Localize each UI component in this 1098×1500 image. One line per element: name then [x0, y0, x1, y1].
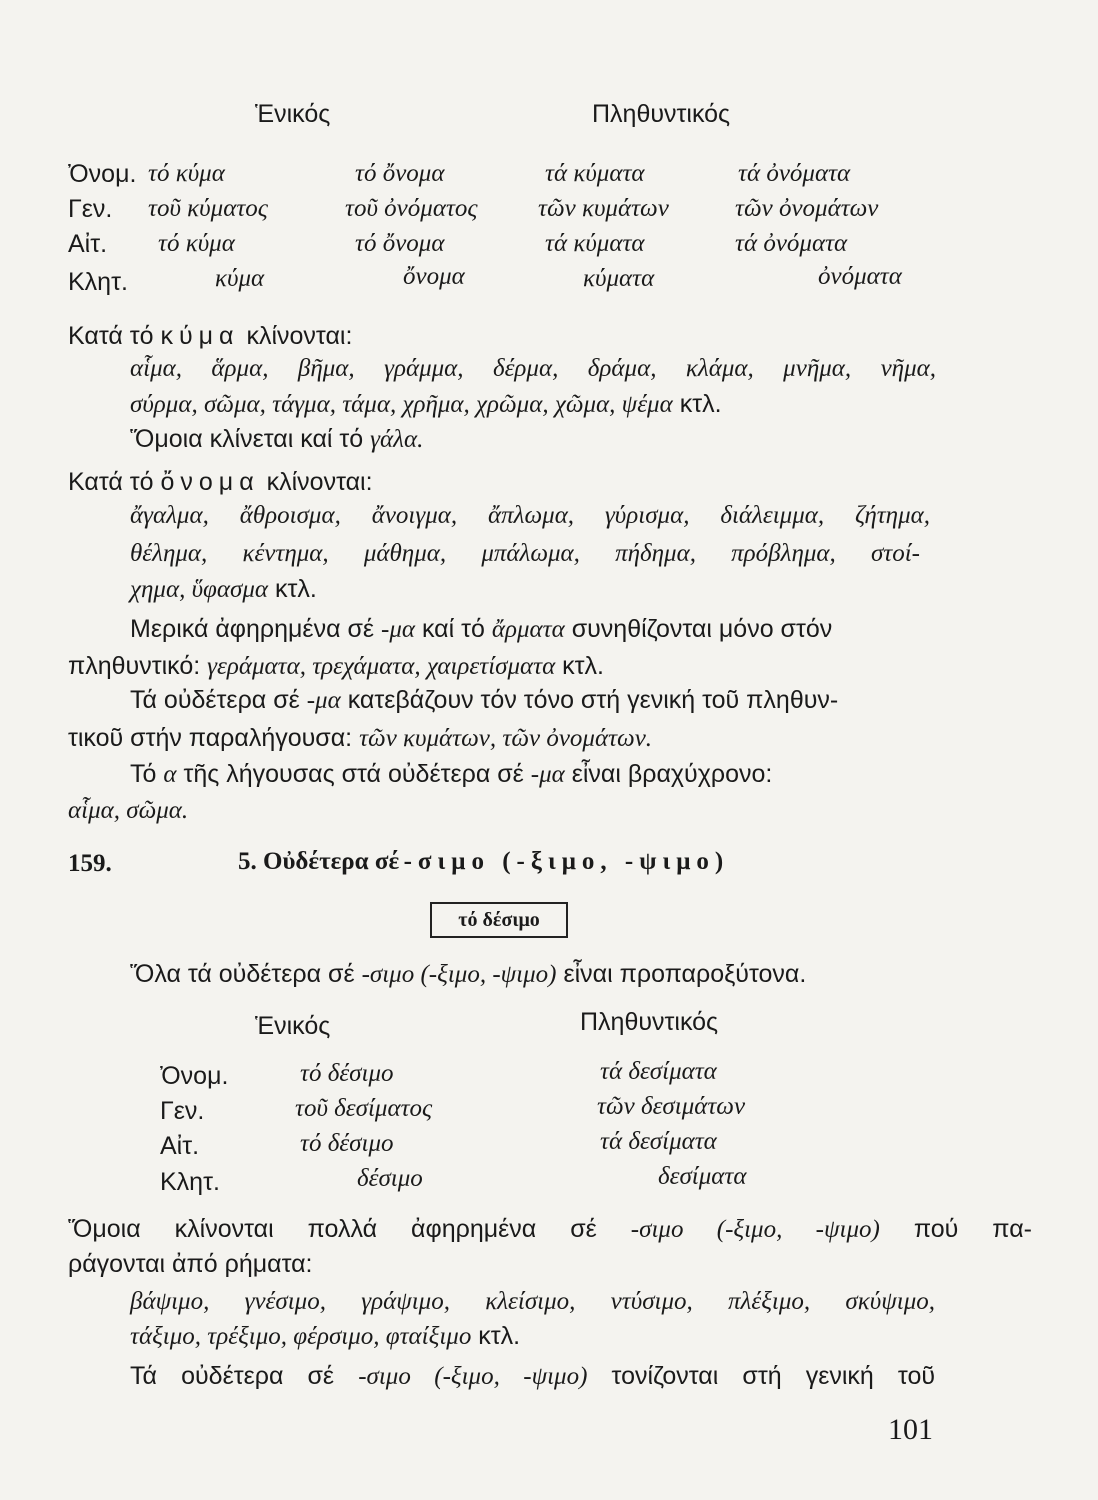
- tail-list-2: [130, 1322, 1094, 1351]
- tail-t1-b: -σιμο (-ξιμο, -ψιμο): [630, 1216, 880, 1243]
- page-number: 101: [888, 1413, 933, 1446]
- t1-nom-pl1: τά κύματα: [545, 160, 645, 187]
- t1-acc-pl2: τά ὀνόματα: [735, 230, 848, 257]
- tail-paragraph-1-line-1: [68, 1215, 1032, 1244]
- tail-list-end: κτλ.: [478, 1322, 521, 1350]
- paragraph-1-line-1: [130, 615, 940, 644]
- stmt-a: Ὅλα τά οὐδέτερα σέ: [130, 960, 355, 988]
- t2-header-singular: Ἑνικός: [255, 1012, 331, 1040]
- tail-t1-d: ράγονται ἀπό ρήματα:: [68, 1250, 313, 1278]
- p2-b: -μα: [306, 687, 341, 714]
- kyma-similar-pre: Ὅμοια κλίνεται καί τό: [130, 425, 364, 453]
- t2-nom-pl: τά δεσίματα: [600, 1058, 717, 1085]
- kyma-similar: [130, 425, 1094, 454]
- t2-acc-pl: τά δεσίματα: [600, 1128, 717, 1155]
- t2-nom-sg: τό δέσιμο: [300, 1060, 394, 1087]
- t2-header-plural: Πληθυντικός: [580, 1008, 719, 1036]
- t1-header-plural: Πληθυντικός: [592, 100, 731, 128]
- section-title: [238, 848, 729, 876]
- t1-voc-pl1: κύματα: [583, 265, 655, 292]
- t1-acc-pl1: τά κύματα: [545, 230, 645, 257]
- t2-case-gen: Γεν.: [160, 1097, 205, 1125]
- section-number: 159.: [68, 850, 112, 877]
- t2-acc-sg: τό δέσιμο: [300, 1130, 394, 1157]
- t2-case-nom: Ὀνομ.: [160, 1062, 229, 1090]
- t1-nom-sg2: τό ὄνομα: [355, 160, 445, 187]
- kyma-list-end: κτλ.: [679, 390, 722, 418]
- stmt-c: εἶναι προπαροξύτονα.: [563, 960, 807, 988]
- onoma-list-2: θέλημα, κέντημα, μάθημα, μπάλωμα, πήδημα, πρόβλημα, στοί-: [130, 540, 920, 567]
- t2-gen-pl: τῶν δεσιμάτων: [597, 1093, 746, 1120]
- p1-f: πληθυντικό:: [68, 652, 201, 680]
- onoma-list-end: κτλ.: [274, 575, 317, 603]
- t1-gen-pl1: τῶν κυμάτων: [538, 195, 669, 222]
- tail-t2-b: -σιμο (-ξιμο, -ψιμο): [358, 1363, 588, 1390]
- paragraph-1-line-2: [68, 652, 1032, 681]
- tail-t2-a: Τά οὐδέτερα σέ: [130, 1362, 335, 1390]
- p3-e: εἶναι βραχύχρονο:: [571, 760, 773, 788]
- p3-b: α: [163, 761, 177, 788]
- p3-c: τῆς λήγουσας στά οὐδέτερα σέ: [183, 760, 524, 788]
- t1-case-voc: Κλητ.: [68, 268, 128, 296]
- tail-t1-c: πού πα-: [913, 1215, 1032, 1243]
- paragraph-2-line-1: [130, 686, 1094, 715]
- onoma-word: ὄνομα: [160, 468, 260, 496]
- t1-gen-sg1: τοῦ κύματος: [148, 195, 268, 222]
- t1-acc-sg1: τό κύμα: [158, 230, 235, 257]
- onoma-intro: [68, 468, 1032, 497]
- kyma-word: κύμα: [160, 322, 240, 350]
- section-title-text: 5. Οὐδέτερα σέ: [238, 848, 400, 875]
- p1-g: γεράματα, τρεχάματα, χαιρετίσματα: [207, 653, 556, 680]
- t1-case-gen: Γεν.: [68, 195, 113, 223]
- t2-voc-sg: δέσιμο: [357, 1165, 423, 1192]
- t1-header-singular: Ἑνικός: [255, 100, 331, 128]
- onoma-intro-post: κλίνονται:: [266, 468, 373, 496]
- p2-d: τικοῦ στήν παραλήγουσα:: [68, 724, 353, 752]
- p1-b: -μα: [381, 616, 416, 643]
- kyma-similar-word: γάλα.: [370, 426, 424, 453]
- paragraph-3-line-1: [130, 760, 1094, 789]
- t1-gen-pl2: τῶν ὀνομάτων: [735, 195, 879, 222]
- tail-t2-c: τονίζονται στή γενική τοῦ: [611, 1362, 936, 1390]
- p1-e: συνηθίζονται μόνο στόν: [571, 615, 833, 643]
- t1-voc-sg2: ὄνομα: [403, 263, 465, 290]
- t1-nom-sg1: τό κύμα: [148, 160, 225, 187]
- stmt-b: -σιμο (-ξιμο, -ψιμο): [361, 961, 557, 988]
- t1-voc-pl2: ὀνόματα: [818, 263, 902, 290]
- p3-a: Τό: [130, 760, 157, 788]
- boxed-example: τό δέσιμο: [430, 902, 568, 938]
- t1-nom-pl2: τά ὀνόματα: [738, 160, 851, 187]
- onoma-intro-pre: Κατά τό: [68, 468, 154, 496]
- p3-d: -μα: [530, 761, 565, 788]
- kyma-list-1: αἷμα, ἅρμα, βῆμα, γράμμα, δέρμα, δράμα, κλάμα, μνῆμα, νῆμα,: [130, 355, 936, 382]
- t1-case-acc: Αἰτ.: [68, 230, 108, 258]
- p2-c: κατεβάζουν τόν τόνο στή γενική τοῦ πληθυν-: [347, 686, 839, 714]
- t1-acc-sg2: τό ὄνομα: [355, 230, 445, 257]
- kyma-list-2: [130, 390, 1094, 419]
- kyma-intro-post: κλίνονται:: [246, 322, 353, 350]
- p1-d: ἄρματα: [491, 616, 565, 643]
- onoma-list-3-words: χημα, ὕφασμα: [130, 576, 269, 603]
- p2-a: Τά οὐδέτερα σέ: [130, 686, 300, 714]
- p1-c: καί τό: [421, 615, 485, 643]
- onoma-list-1: ἄγαλμα, ἄθροισμα, ἄνοιγμα, ἄπλωμα, γύρισμα, διάλειμμα, ζήτημα,: [130, 502, 930, 529]
- t2-gen-sg: τοῦ δεσίματος: [295, 1095, 433, 1122]
- t1-voc-sg1: κύμα: [215, 265, 265, 292]
- t1-gen-sg2: τοῦ ὀνόματος: [345, 195, 478, 222]
- paragraph-2-line-2: [68, 724, 1032, 753]
- p1-a: Μερικά ἀφηρημένα σέ: [130, 615, 375, 643]
- section-statement: [130, 960, 1094, 989]
- section-title-suffix: -σιμο (-ξιμο, -ψιμο): [403, 848, 730, 875]
- t2-case-acc: Αἰτ.: [160, 1132, 200, 1160]
- tail-list-1: βάψιμο, γνέσιμο, γράψιμο, κλείσιμο, ντύσιμο, πλέξιμο, σκύψιμο,: [130, 1288, 935, 1315]
- onoma-list-3: [130, 575, 1094, 604]
- kyma-intro: [68, 322, 1032, 351]
- kyma-list-2-words: σύρμα, σῶμα, τάγμα, τάμα, χρῆμα, χρῶμα, χῶμα, ψέμα: [130, 391, 673, 418]
- t2-voc-pl: δεσίματα: [658, 1163, 747, 1190]
- p3-f: αἷμα, σῶμα.: [68, 797, 189, 824]
- t2-case-voc: Κλητ.: [160, 1168, 220, 1196]
- tail-paragraph-2: [130, 1362, 935, 1391]
- tail-list-2-words: τάξιμο, τρέξιμο, φέρσιμο, φταίξιμο: [130, 1323, 472, 1350]
- kyma-intro-pre: Κατά τό: [68, 322, 154, 350]
- tail-t1-a: Ὅμοια κλίνονται πολλά ἀφηρημένα σέ: [68, 1215, 597, 1243]
- p1-h: κτλ.: [562, 652, 604, 680]
- t1-case-nom: Ὀνομ.: [68, 160, 137, 188]
- p2-e: τῶν κυμάτων, τῶν ὀνομάτων.: [359, 725, 653, 752]
